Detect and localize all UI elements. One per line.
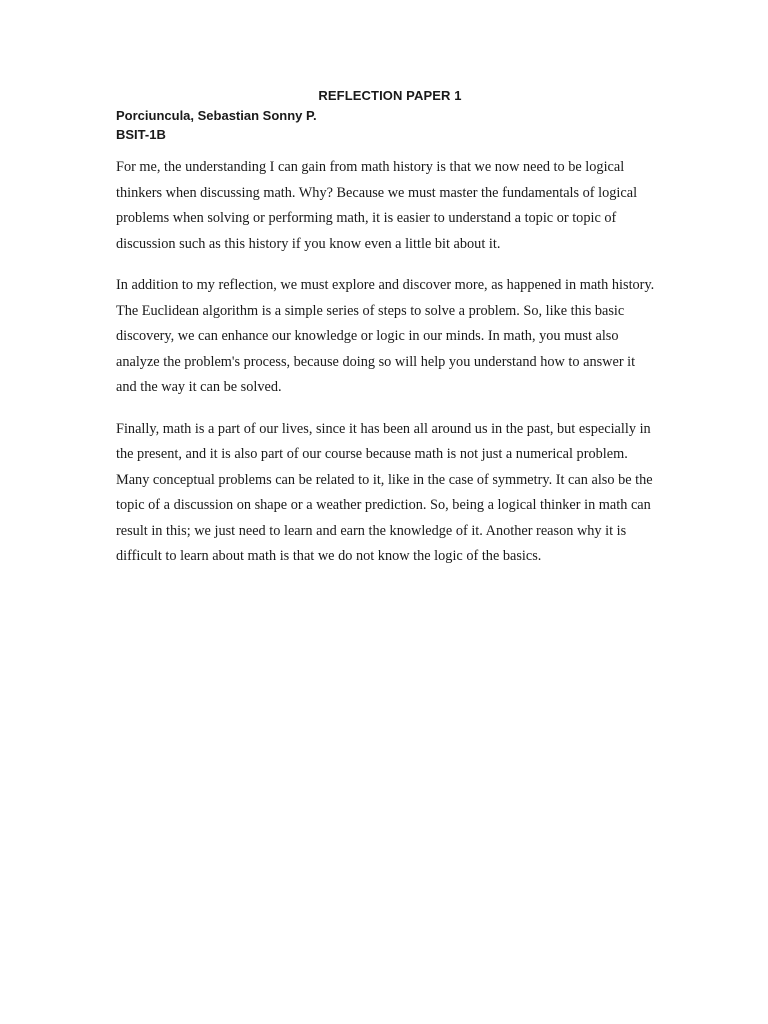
paragraph-2: In addition to my reflection, we must explore and discover more, as happened in math history. The Euclidean algorithm is a simple series of steps to solve a problem. So, like this basic discovery, we can enhance our knowledge or logic in our minds. In math, you must also analyze the problem's process, because doing so will help you understand how to answer it and the way it can be solved. — [116, 277, 655, 395]
document-body — [116, 155, 656, 586]
paragraph-1: For me, the understanding I can gain from math history is that we now need to be logical thinkers when discussing math. Why? Because we must master the fundamentals of logical problems when solving or performing math, it is easier to understand a topic or topic of discussion such as this history if you know even a little bit about it. — [116, 159, 638, 252]
class-section: BSIT-1B — [116, 127, 166, 142]
author-name: Porciuncula, Sebastian Sonny P. — [116, 108, 317, 123]
document-title: REFLECTION PAPER 1 — [318, 88, 462, 103]
paragraph-3: Finally, math is a part of our lives, since it has been all around us in the past, but especially in the present, and it is also part of our course because math is not just a numerical problem. Many conceptual problems can be related to it, like in the case of symmetry. It can also be the topic of a discussion on shape or a weather prediction. So, being a logical thinker in math can result in this; we just need to learn and earn the knowledge of it. Another reason why it is difficult to learn about math is that we do not know the logic of the basics. — [116, 420, 653, 564]
